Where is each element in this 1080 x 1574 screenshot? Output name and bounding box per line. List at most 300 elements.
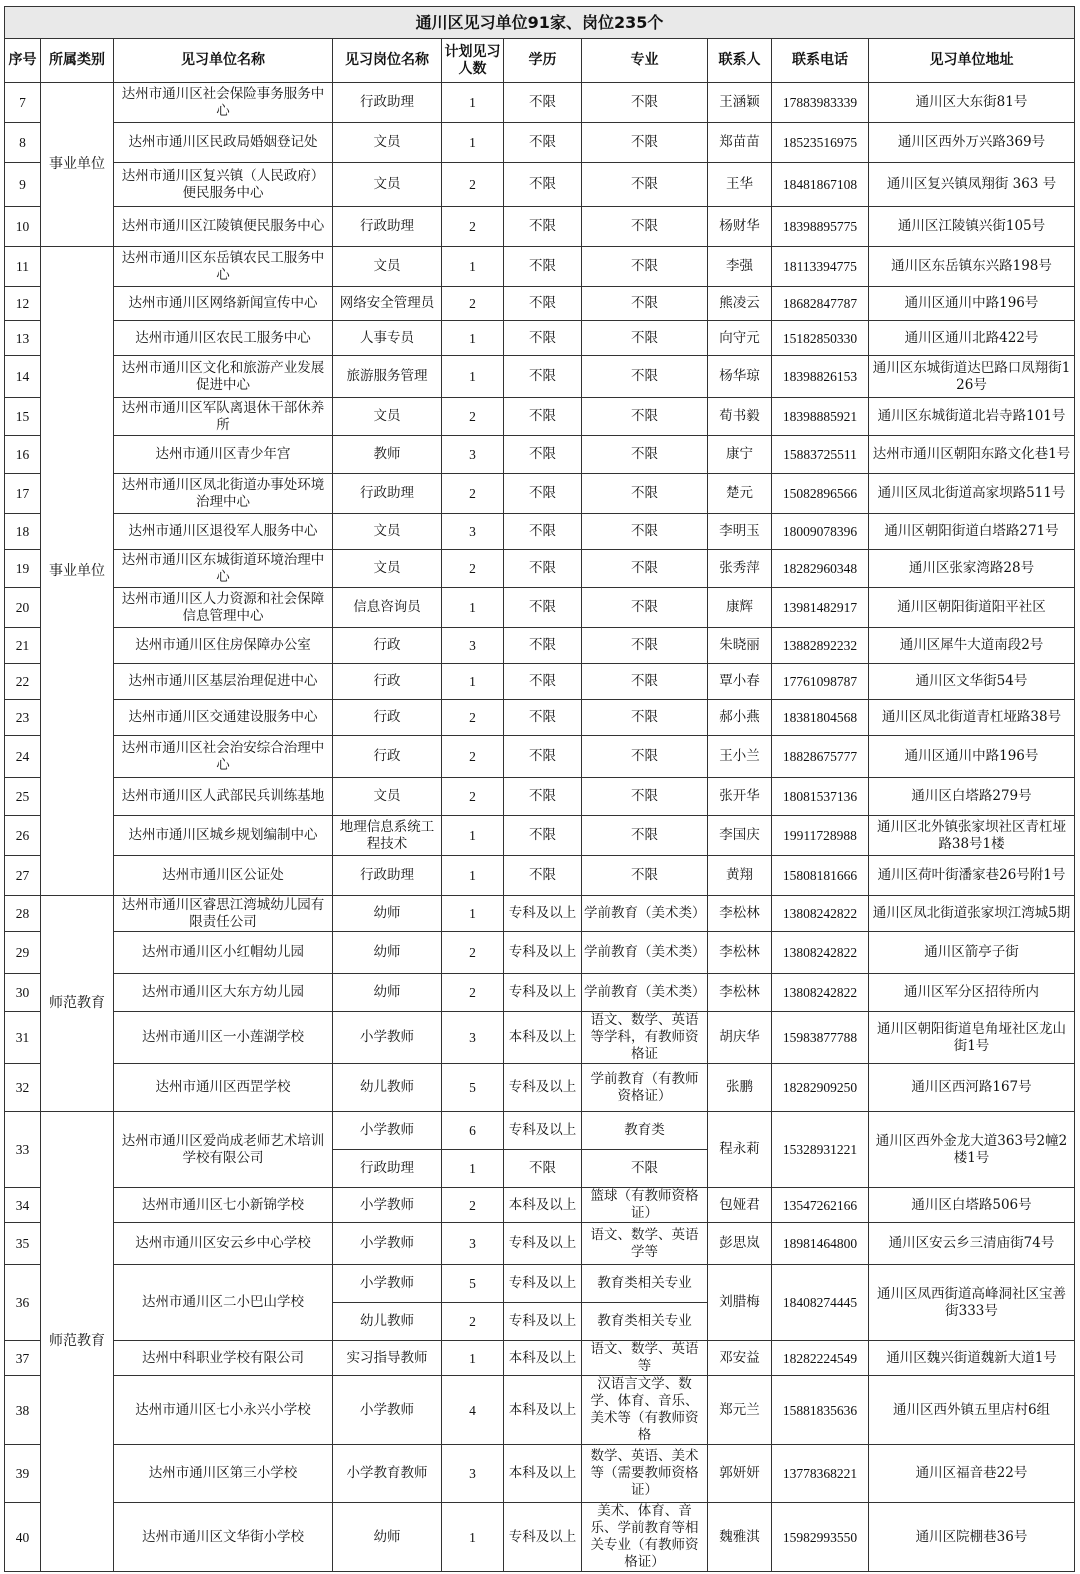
row-position: 幼师 xyxy=(333,932,442,974)
row-plan-count: 1 xyxy=(442,896,504,932)
row-plan-count: 3 xyxy=(442,1223,504,1265)
header-address: 见习单位地址 xyxy=(869,39,1075,83)
row-education: 不限 xyxy=(504,436,582,474)
row-major: 教育类相关专业 xyxy=(582,1265,708,1303)
row-major: 不限 xyxy=(582,514,708,550)
row-seq: 12 xyxy=(5,287,41,321)
row-plan-count: 2 xyxy=(442,778,504,816)
row-major: 不限 xyxy=(582,287,708,321)
row-education: 不限 xyxy=(504,163,582,207)
table-row xyxy=(5,207,1075,247)
row-seq: 11 xyxy=(5,247,41,287)
row-education: 不限 xyxy=(504,700,582,736)
row-major: 不限 xyxy=(582,436,708,474)
row-contact: 郭妍妍 xyxy=(708,1445,772,1503)
row-education: 不限 xyxy=(504,588,582,628)
header-category: 所属类别 xyxy=(41,39,114,83)
row-seq: 31 xyxy=(5,1012,41,1064)
row-address: 通川区箭亭子街 xyxy=(869,932,1075,974)
row-phone: 18282909250 xyxy=(772,1064,869,1112)
row-plan-count: 2 xyxy=(442,550,504,588)
row-major: 教育类相关专业 xyxy=(582,1303,708,1341)
row-seq: 39 xyxy=(5,1445,41,1503)
row-education: 不限 xyxy=(504,550,582,588)
row-education: 不限 xyxy=(504,628,582,664)
header-row xyxy=(5,39,1075,83)
row-unit-name: 达州市通川区人力资源和社会保障信息管理中心 xyxy=(114,588,333,628)
row-plan-count: 2 xyxy=(442,700,504,736)
row-unit-name: 达州市通川区农民工服务中心 xyxy=(114,321,333,356)
row-contact: 王华 xyxy=(708,163,772,207)
row-unit-name: 达州市通川区人武部民兵训练基地 xyxy=(114,778,333,816)
row-major: 教育类 xyxy=(582,1112,708,1150)
row-category: 事业单位 xyxy=(41,83,114,247)
row-phone: 18481867108 xyxy=(772,163,869,207)
table-row xyxy=(5,1376,1075,1445)
row-unit-name: 达州市通川区文化和旅游产业发展促进中心 xyxy=(114,356,333,398)
header-plan: 计划见习人数 xyxy=(442,39,504,83)
row-address: 通川区凤北街道张家坝江湾城5期 xyxy=(869,896,1075,932)
row-education: 本科及以上 xyxy=(504,1188,582,1223)
row-contact: 李强 xyxy=(708,247,772,287)
table-row xyxy=(5,1445,1075,1503)
row-phone: 18398895775 xyxy=(772,207,869,247)
row-major: 不限 xyxy=(582,700,708,736)
row-address: 通川区通川中路196号 xyxy=(869,736,1075,778)
row-address: 通川区白塔路279号 xyxy=(869,778,1075,816)
header-phone: 联系电话 xyxy=(772,39,869,83)
row-major: 不限 xyxy=(582,356,708,398)
row-education: 专科及以上 xyxy=(504,1265,582,1303)
row-major: 不限 xyxy=(582,588,708,628)
row-phone: 18398885921 xyxy=(772,398,869,436)
row-position: 文员 xyxy=(333,247,442,287)
row-phone: 18381804568 xyxy=(772,700,869,736)
row-seq: 25 xyxy=(5,778,41,816)
row-contact: 向守元 xyxy=(708,321,772,356)
row-education: 不限 xyxy=(504,321,582,356)
row-unit-name: 达州市通川区文华街小学校 xyxy=(114,1503,333,1572)
row-contact: 朱晓丽 xyxy=(708,628,772,664)
row-major: 不限 xyxy=(582,163,708,207)
row-position: 小学教师 xyxy=(333,1012,442,1064)
row-contact: 覃小春 xyxy=(708,664,772,700)
row-education: 专科及以上 xyxy=(504,896,582,932)
row-position: 人事专员 xyxy=(333,321,442,356)
row-phone: 18282224549 xyxy=(772,1341,869,1376)
row-unit-name: 达州市通川区交通建设服务中心 xyxy=(114,700,333,736)
header-major: 专业 xyxy=(582,39,708,83)
row-position: 幼师 xyxy=(333,896,442,932)
row-plan-count: 1 xyxy=(442,321,504,356)
row-position: 幼师 xyxy=(333,974,442,1012)
row-address: 通川区北外镇张家坝社区青杠垭路38号1楼 xyxy=(869,816,1075,856)
row-unit-name: 达州市通川区凤北街道办事处环境治理中心 xyxy=(114,474,333,514)
row-position: 行政 xyxy=(333,628,442,664)
row-unit-name: 达州市通川区小红帽幼儿园 xyxy=(114,932,333,974)
row-unit-name: 达州市通川区东岳镇农民工服务中心 xyxy=(114,247,333,287)
row-education: 专科及以上 xyxy=(504,1503,582,1572)
row-major: 学前教育（美术类） xyxy=(582,896,708,932)
table-row xyxy=(5,1112,1075,1150)
row-seq: 32 xyxy=(5,1064,41,1112)
row-unit-name: 达州市通川区七小新锦学校 xyxy=(114,1188,333,1223)
row-phone: 13808242822 xyxy=(772,932,869,974)
row-position: 实习指导教师 xyxy=(333,1341,442,1376)
row-seq: 17 xyxy=(5,474,41,514)
row-plan-count: 3 xyxy=(442,628,504,664)
row-phone: 13808242822 xyxy=(772,974,869,1012)
row-address: 通川区西外镇五里店村6组 xyxy=(869,1376,1075,1445)
table-row xyxy=(5,628,1075,664)
title-row xyxy=(5,7,1075,39)
table-row xyxy=(5,896,1075,932)
row-phone: 15883725511 xyxy=(772,436,869,474)
row-position: 行政助理 xyxy=(333,83,442,123)
row-plan-count: 1 xyxy=(442,356,504,398)
row-unit-name: 达州市通川区退役军人服务中心 xyxy=(114,514,333,550)
row-major: 不限 xyxy=(582,856,708,896)
row-seq: 29 xyxy=(5,932,41,974)
row-phone: 18081537136 xyxy=(772,778,869,816)
row-education: 专科及以上 xyxy=(504,1223,582,1265)
row-position: 行政助理 xyxy=(333,207,442,247)
row-phone: 13778368221 xyxy=(772,1445,869,1503)
row-education: 专科及以上 xyxy=(504,1112,582,1150)
row-unit-name: 达州市通川区西罡学校 xyxy=(114,1064,333,1112)
row-address: 通川区凤北街道青杠垭路38号 xyxy=(869,700,1075,736)
row-seq: 16 xyxy=(5,436,41,474)
row-position: 地理信息系统工程技术 xyxy=(333,816,442,856)
row-education: 不限 xyxy=(504,247,582,287)
row-position: 文员 xyxy=(333,550,442,588)
row-unit-name: 达州市通川区大东方幼儿园 xyxy=(114,974,333,1012)
row-plan-count: 4 xyxy=(442,1376,504,1445)
row-education: 不限 xyxy=(504,514,582,550)
row-seq: 40 xyxy=(5,1503,41,1572)
row-unit-name: 达州市通川区第三小学校 xyxy=(114,1445,333,1503)
row-major: 语文、数学、英语等学科，有教师资格证 xyxy=(582,1012,708,1064)
row-plan-count: 1 xyxy=(442,1503,504,1572)
row-major: 不限 xyxy=(582,550,708,588)
table-row xyxy=(5,1064,1075,1112)
row-unit-name: 达州市通川区民政局婚姻登记处 xyxy=(114,123,333,163)
row-phone: 18009078396 xyxy=(772,514,869,550)
row-seq: 23 xyxy=(5,700,41,736)
table-row xyxy=(5,1341,1075,1376)
row-major: 篮球（有教师资格证） xyxy=(582,1188,708,1223)
table-row xyxy=(5,123,1075,163)
row-plan-count: 1 xyxy=(442,1150,504,1188)
row-phone: 15082896566 xyxy=(772,474,869,514)
row-major: 学前教育（美术类） xyxy=(582,932,708,974)
row-education: 不限 xyxy=(504,664,582,700)
row-major: 不限 xyxy=(582,628,708,664)
row-phone: 18282960348 xyxy=(772,550,869,588)
row-seq: 28 xyxy=(5,896,41,932)
table-row xyxy=(5,932,1075,974)
table-row xyxy=(5,588,1075,628)
row-major: 语文、数学、英语等 xyxy=(582,1341,708,1376)
row-position: 行政助理 xyxy=(333,474,442,514)
row-contact: 熊凌云 xyxy=(708,287,772,321)
row-phone: 15182850330 xyxy=(772,321,869,356)
row-contact: 李松林 xyxy=(708,896,772,932)
row-contact: 郑苗苗 xyxy=(708,123,772,163)
row-seq: 7 xyxy=(5,83,41,123)
row-education: 专科及以上 xyxy=(504,1064,582,1112)
table-body xyxy=(5,83,1075,1572)
table-row xyxy=(5,1223,1075,1265)
row-phone: 13882892232 xyxy=(772,628,869,664)
row-address: 通川区院棚巷36号 xyxy=(869,1503,1075,1572)
table-row xyxy=(5,163,1075,207)
row-unit-name: 达州市通川区一小莲湖学校 xyxy=(114,1012,333,1064)
row-phone: 18828675777 xyxy=(772,736,869,778)
row-plan-count: 1 xyxy=(442,856,504,896)
row-contact: 王涵颖 xyxy=(708,83,772,123)
row-plan-count: 1 xyxy=(442,83,504,123)
row-education: 不限 xyxy=(504,778,582,816)
row-contact: 程永莉 xyxy=(708,1112,772,1188)
table-row xyxy=(5,1503,1075,1572)
table-row xyxy=(5,816,1075,856)
table-title: 通川区见习单位91家、岗位235个 xyxy=(5,7,1075,39)
row-major: 学前教育（美术类） xyxy=(582,974,708,1012)
row-unit-name: 达州市通川区江陵镇便民服务中心 xyxy=(114,207,333,247)
row-plan-count: 1 xyxy=(442,247,504,287)
row-seq: 37 xyxy=(5,1341,41,1376)
row-major: 不限 xyxy=(582,247,708,287)
table-row xyxy=(5,974,1075,1012)
row-seq: 34 xyxy=(5,1188,41,1223)
row-address: 通川区朝阳街道阳平社区 xyxy=(869,588,1075,628)
row-contact: 张开华 xyxy=(708,778,772,816)
row-contact: 郝小燕 xyxy=(708,700,772,736)
row-phone: 19911728988 xyxy=(772,816,869,856)
row-phone: 17761098787 xyxy=(772,664,869,700)
row-contact: 王小兰 xyxy=(708,736,772,778)
row-unit-name: 达州市通川区七小永兴小学校 xyxy=(114,1376,333,1445)
row-plan-count: 5 xyxy=(442,1265,504,1303)
row-contact: 黄翔 xyxy=(708,856,772,896)
row-unit-name: 达州市通川区住房保障办公室 xyxy=(114,628,333,664)
row-contact: 荀书毅 xyxy=(708,398,772,436)
row-major: 不限 xyxy=(582,474,708,514)
row-plan-count: 1 xyxy=(442,123,504,163)
row-plan-count: 2 xyxy=(442,736,504,778)
row-unit-name: 达州市通川区爱尚成老师艺术培训学校有限公司 xyxy=(114,1112,333,1188)
row-major: 不限 xyxy=(582,1150,708,1188)
row-address: 通川区凤北街道高家坝路511号 xyxy=(869,474,1075,514)
row-phone: 15983877788 xyxy=(772,1012,869,1064)
row-unit-name: 达州市通川区安云乡中心学校 xyxy=(114,1223,333,1265)
row-seq: 22 xyxy=(5,664,41,700)
row-address: 通川区魏兴街道魏新大道1号 xyxy=(869,1341,1075,1376)
row-position: 幼儿教师 xyxy=(333,1303,442,1341)
row-major: 不限 xyxy=(582,778,708,816)
row-plan-count: 3 xyxy=(442,1012,504,1064)
row-phone: 18398826153 xyxy=(772,356,869,398)
row-plan-count: 2 xyxy=(442,163,504,207)
table-row xyxy=(5,514,1075,550)
row-seq: 9 xyxy=(5,163,41,207)
row-address: 通川区江陵镇兴街105号 xyxy=(869,207,1075,247)
row-position: 小学教师 xyxy=(333,1188,442,1223)
row-education: 不限 xyxy=(504,287,582,321)
row-phone: 18682847787 xyxy=(772,287,869,321)
row-education: 不限 xyxy=(504,207,582,247)
row-position: 幼师 xyxy=(333,1503,442,1572)
row-contact: 刘腊梅 xyxy=(708,1265,772,1341)
row-unit-name: 达州市通川区网络新闻宣传中心 xyxy=(114,287,333,321)
row-contact: 胡庆华 xyxy=(708,1012,772,1064)
row-address: 通川区大东街81号 xyxy=(869,83,1075,123)
row-phone: 15881835636 xyxy=(772,1376,869,1445)
row-plan-count: 2 xyxy=(442,398,504,436)
header-unit: 见习单位名称 xyxy=(114,39,333,83)
row-education: 不限 xyxy=(504,856,582,896)
row-seq: 13 xyxy=(5,321,41,356)
row-phone: 13981482917 xyxy=(772,588,869,628)
row-position: 小学教师 xyxy=(333,1265,442,1303)
row-position: 教师 xyxy=(333,436,442,474)
row-address: 通川区朝阳街道皂角垭社区龙山街1号 xyxy=(869,1012,1075,1064)
row-address: 通川区白塔路506号 xyxy=(869,1188,1075,1223)
row-address: 通川区安云乡三清庙街74号 xyxy=(869,1223,1075,1265)
row-contact: 包娅君 xyxy=(708,1188,772,1223)
row-contact: 李明玉 xyxy=(708,514,772,550)
row-education: 不限 xyxy=(504,816,582,856)
row-position: 文员 xyxy=(333,123,442,163)
row-position: 幼儿教师 xyxy=(333,1064,442,1112)
row-education: 本科及以上 xyxy=(504,1376,582,1445)
row-major: 不限 xyxy=(582,207,708,247)
table-row xyxy=(5,474,1075,514)
internship-table xyxy=(4,6,1075,1572)
row-contact: 李松林 xyxy=(708,932,772,974)
row-seq: 38 xyxy=(5,1376,41,1445)
row-contact: 邓安益 xyxy=(708,1341,772,1376)
row-phone: 13808242822 xyxy=(772,896,869,932)
row-major: 不限 xyxy=(582,736,708,778)
row-plan-count: 1 xyxy=(442,816,504,856)
row-address: 通川区东城街道达巴路口凤翔街126号 xyxy=(869,356,1075,398)
row-seq: 21 xyxy=(5,628,41,664)
row-address: 通川区荷叶街潘家巷26号附1号 xyxy=(869,856,1075,896)
row-seq: 33 xyxy=(5,1112,41,1188)
row-seq: 36 xyxy=(5,1265,41,1341)
row-plan-count: 2 xyxy=(442,974,504,1012)
row-unit-name: 达州市通川区社会治安综合治理中心 xyxy=(114,736,333,778)
row-address: 通川区军分区招待所内 xyxy=(869,974,1075,1012)
row-contact: 彭思岚 xyxy=(708,1223,772,1265)
row-education: 不限 xyxy=(504,123,582,163)
row-contact: 杨华琼 xyxy=(708,356,772,398)
row-contact: 李松林 xyxy=(708,974,772,1012)
row-unit-name: 达州市通川区二小巴山学校 xyxy=(114,1265,333,1341)
row-address: 通川区复兴镇凤翔街 363 号 xyxy=(869,163,1075,207)
row-seq: 10 xyxy=(5,207,41,247)
table-row xyxy=(5,356,1075,398)
row-category: 师范教育 xyxy=(41,896,114,1112)
table-row xyxy=(5,1265,1075,1303)
row-position: 文员 xyxy=(333,778,442,816)
row-category: 事业单位 xyxy=(41,247,114,896)
row-plan-count: 1 xyxy=(442,588,504,628)
row-education: 不限 xyxy=(504,1150,582,1188)
row-position: 行政助理 xyxy=(333,1150,442,1188)
row-phone: 15982993550 xyxy=(772,1503,869,1572)
row-position: 小学教育教师 xyxy=(333,1445,442,1503)
row-address: 通川区文华街54号 xyxy=(869,664,1075,700)
row-unit-name: 达州市通川区基层治理促进中心 xyxy=(114,664,333,700)
row-major: 不限 xyxy=(582,83,708,123)
row-contact: 李国庆 xyxy=(708,816,772,856)
row-major: 不限 xyxy=(582,398,708,436)
header-seq: 序号 xyxy=(5,39,41,83)
row-contact: 张鹏 xyxy=(708,1064,772,1112)
row-address: 通川区西外万兴路369号 xyxy=(869,123,1075,163)
row-education: 不限 xyxy=(504,474,582,514)
row-education: 专科及以上 xyxy=(504,1303,582,1341)
row-contact: 郑元兰 xyxy=(708,1376,772,1445)
table-row xyxy=(5,700,1075,736)
table-row xyxy=(5,778,1075,816)
row-plan-count: 6 xyxy=(442,1112,504,1150)
row-phone: 18113394775 xyxy=(772,247,869,287)
table-row xyxy=(5,398,1075,436)
row-unit-name: 达州市通川区军队离退休干部休养所 xyxy=(114,398,333,436)
row-unit-name: 达州市通川区社会保险事务服务中心 xyxy=(114,83,333,123)
row-education: 不限 xyxy=(504,83,582,123)
row-plan-count: 5 xyxy=(442,1064,504,1112)
row-address: 通川区张家湾路28号 xyxy=(869,550,1075,588)
table-row xyxy=(5,856,1075,896)
table-row xyxy=(5,664,1075,700)
row-phone: 17883983339 xyxy=(772,83,869,123)
row-address: 通川区东岳镇东兴路198号 xyxy=(869,247,1075,287)
row-plan-count: 2 xyxy=(442,207,504,247)
row-plan-count: 2 xyxy=(442,932,504,974)
row-address: 通川区西河路167号 xyxy=(869,1064,1075,1112)
row-unit-name: 达州中科职业学校有限公司 xyxy=(114,1341,333,1376)
row-plan-count: 2 xyxy=(442,1188,504,1223)
header-contact: 联系人 xyxy=(708,39,772,83)
row-major: 美术、体育、音乐、学前教育等相关专业（有教师资格证） xyxy=(582,1503,708,1572)
row-phone: 18408274445 xyxy=(772,1265,869,1341)
row-plan-count: 2 xyxy=(442,287,504,321)
row-seq: 15 xyxy=(5,398,41,436)
row-phone: 15808181666 xyxy=(772,856,869,896)
row-education: 不限 xyxy=(504,356,582,398)
row-address: 达州市通川区朝阳东路文化巷1号 xyxy=(869,436,1075,474)
header-edu: 学历 xyxy=(504,39,582,83)
row-major: 数学、英语、美术等（需要教师资格证） xyxy=(582,1445,708,1503)
table-row xyxy=(5,436,1075,474)
table-row xyxy=(5,550,1075,588)
row-seq: 18 xyxy=(5,514,41,550)
row-position: 小学教师 xyxy=(333,1376,442,1445)
row-seq: 20 xyxy=(5,588,41,628)
table-row xyxy=(5,83,1075,123)
row-plan-count: 3 xyxy=(442,436,504,474)
row-position: 文员 xyxy=(333,398,442,436)
row-seq: 35 xyxy=(5,1223,41,1265)
row-major: 不限 xyxy=(582,123,708,163)
row-phone: 18523516975 xyxy=(772,123,869,163)
row-phone: 15328931221 xyxy=(772,1112,869,1188)
